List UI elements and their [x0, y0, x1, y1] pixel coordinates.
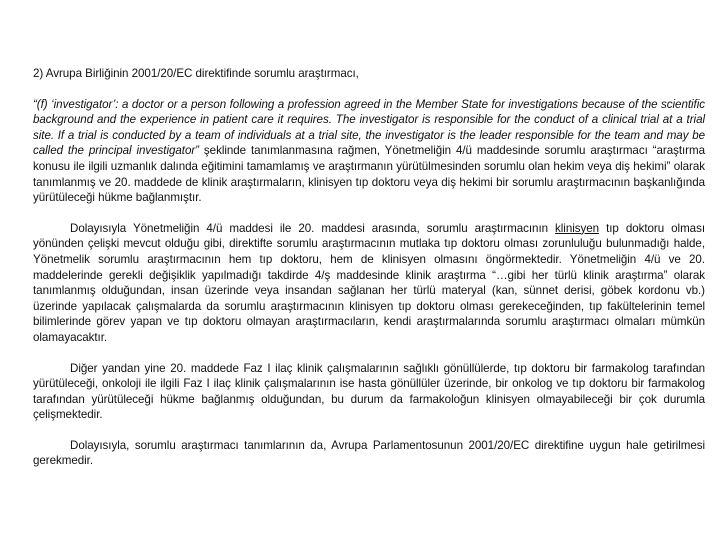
definition-continuation: şeklinde tanımlanmasına rağmen, Yönetmeliğin 4/ü maddesinde sorumlu araştırmacı “araştırma konusu ile ilgili uzmanlık dalında eğitimini tamamlamış ve araştırmanın yürütülmesinden sorumlu olan hekim veya diş hekimi” olarak tanımlanmış ve 20. maddede de klinik araştırmaların, klinisyen tıp doktoru veya diş hekimi bir sorumlu araştırmacının başkanlığında yürütüleceği hükme bağlanmıştır. [33, 144, 705, 205]
underlined-term-klinisyen: klinisyen [555, 221, 600, 235]
document-body [33, 66, 705, 469]
phase-one-paragraph: Diğer yandan yine 20. maddede Faz I ilaç klinik çalışmalarının sağlıklı gönüllülerde, tıp doktoru bir farmakolog tarafından yürütüleceği, onkoloji ile ilgili Faz I ilaç klinik çalışmalarının ise hasta gönüllüler üzerinde, bir onkolog ve tıp doktoru bir farmakolog tarafından yürütüleceği hükme bağlanmış olduğundan, bu durum da farmakoloğun klinisyen olmayabileceği bir çok durumla çelişmektedir. [33, 361, 705, 422]
contradiction-text-start: Dolayısıyla Yönetmeliğin 4/ü maddesi ile 20. maddesi arasında, sorumlu araştırmacının [70, 221, 556, 235]
directive-quote: “(f) ‘investigator’: a doctor or a person following a profession agreed in the Member State for investigations because of the scientific background and the experience in patient care it requires. The investigator is responsible for the conduct of a clinical trial at a trial site. If a trial is conducted by a team of individuals at a trial site, the investigator is the leader responsible for the team and may be called the principal investigator” [33, 97, 705, 158]
conclusion-paragraph: Dolayısıyla, sorumlu araştırmacı tanımlarının da, Avrupa Parlamentosunun 2001/20/EC direktifine uygun hale getirilmesi gerekmedir. [33, 438, 705, 468]
investigator-definition-paragraph [33, 97, 705, 206]
contradiction-paragraph [33, 221, 705, 346]
contradiction-text-end: tıp doktoru olması yönünden çelişki mevcut olduğu gibi, direktifte sorumlu araştırmacının mutlaka tıp doktoru olması zorunluluğu bulunmadığı halde, Yönetmelik sorumlu araştırmacının hem tıp doktoru, hem de klinisyen olmasını öngörmektedir. Yönetmeliğin 4/ü ve 20. maddelerinde gerekli değişiklik yapılmadığı takdirde 4/ş maddesinde klinik araştırma “…gibi her türlü klinik araştırma” olarak tanımlanmış olduğundan, insan üzerinde veya insandan sağlanan her türlü materyal (kan, sünnet derisi, göbek kordonu vb.) üzerinde yapılacak çalışmalarda da sorumlu araştırmacının klinisyen tıp doktoru olması gerekeceğinden, tıp fakültelerinin temel bilimlerinde görev yapan ve tıp doktoru olmayan araştırmacıların, kendi araştırmalarında sorumlu araştırmacı olmaları mümkün olamayacaktır. [33, 221, 706, 344]
section-heading: 2) Avrupa Birliğinin 2001/20/EC direktifinde sorumlu araştırmacı, [33, 67, 359, 80]
